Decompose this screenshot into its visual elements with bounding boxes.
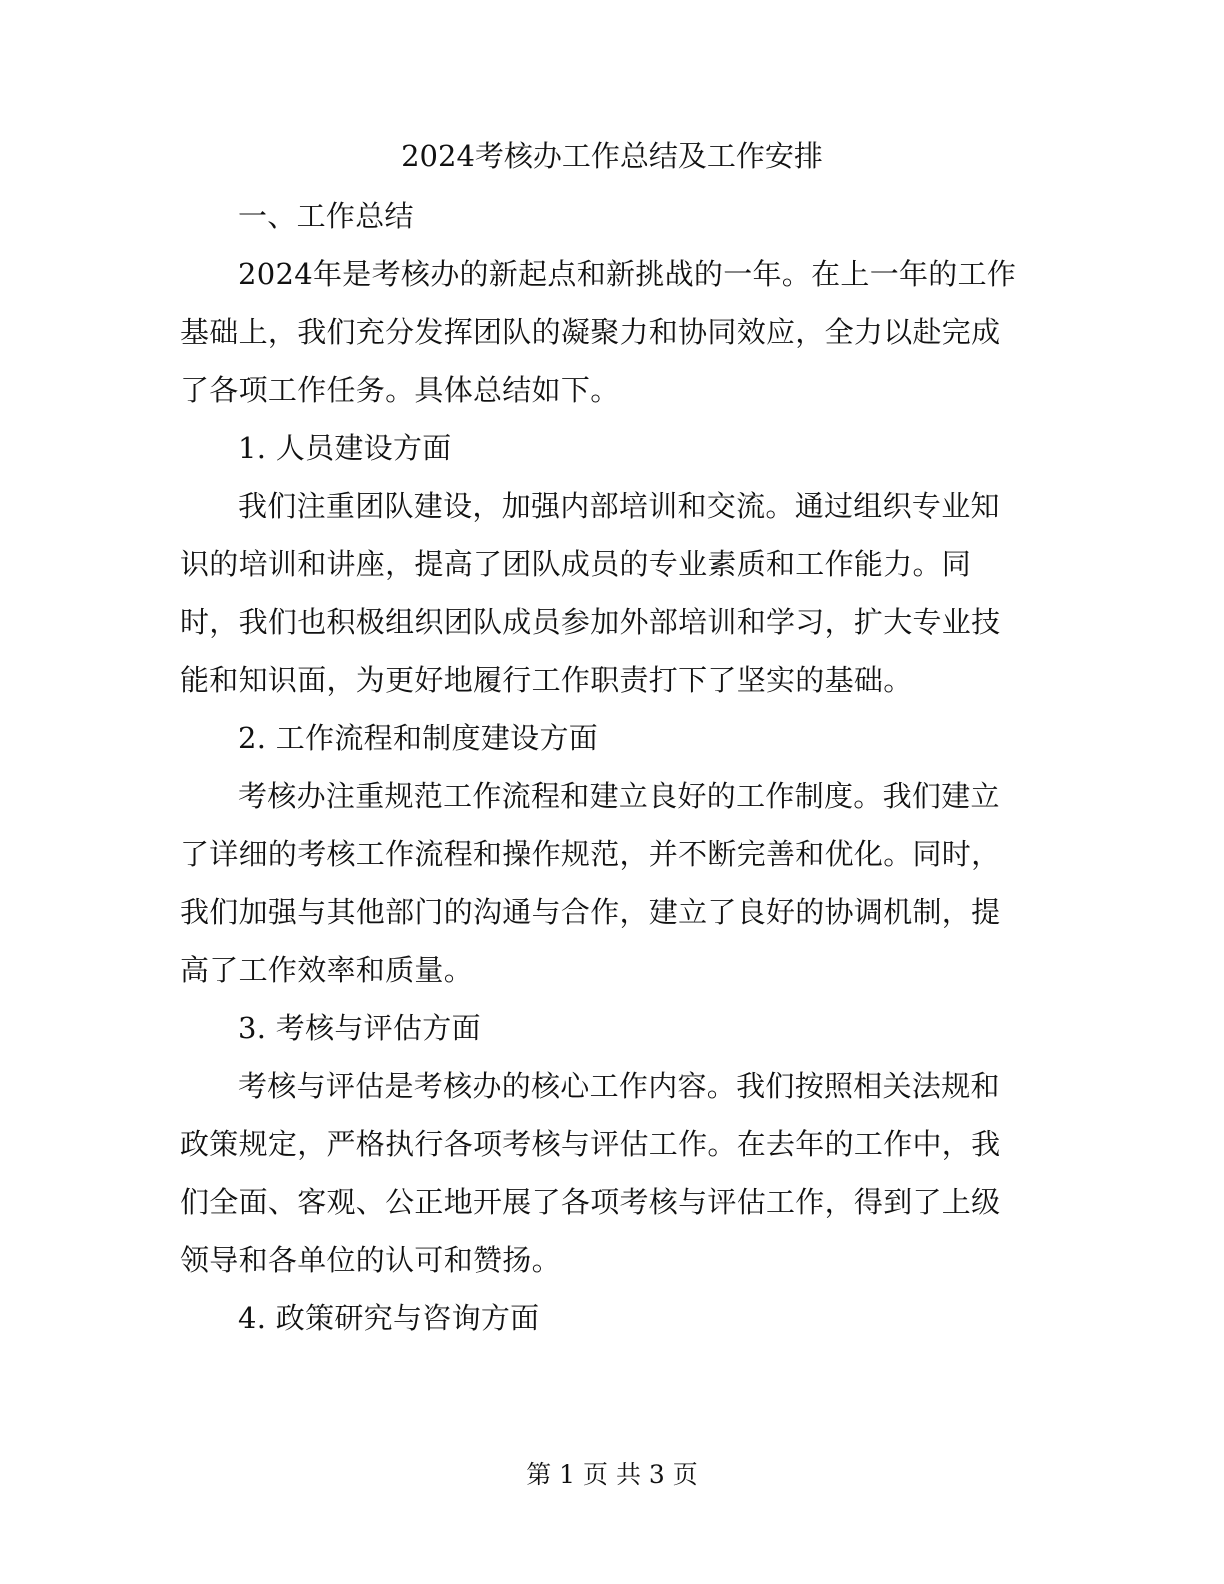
item-1-line: 时，我们也积极组织团队成员参加外部培训和学习，扩大专业技 [180,605,1001,639]
intro-line: 基础上，我们充分发挥团队的凝聚力和协同效应，全力以赴完成 [180,315,1001,349]
item-2-line: 了详细的考核工作流程和操作规范，并不断完善和优化。同时， [180,837,1001,871]
item-3-line: 政策规定，严格执行各项考核与评估工作。在去年的工作中，我 [180,1127,1001,1161]
item-heading-1: 1. 人员建设方面 [238,431,452,465]
item-3-line: 领导和各单位的认可和赞扬。 [180,1243,561,1277]
item-2-line: 我们加强与其他部门的沟通与合作，建立了良好的协调机制，提 [180,895,1001,929]
page-number: 第 1 页 共 3 页 [526,1460,698,1489]
section-heading: 一、工作总结 [238,199,414,233]
item-1-line: 能和知识面，为更好地履行工作职责打下了坚实的基础。 [180,663,913,697]
intro-line: 了各项工作任务。具体总结如下。 [180,373,620,407]
item-heading-4: 4. 政策研究与咨询方面 [238,1301,540,1335]
item-3-line: 们全面、客观、公正地开展了各项考核与评估工作，得到了上级 [180,1185,1001,1219]
item-1-line: 识的培训和讲座，提高了团队成员的专业素质和工作能力。同 [180,547,972,581]
item-heading-3: 3. 考核与评估方面 [238,1011,481,1045]
item-1-line: 我们注重团队建设，加强内部培训和交流。通过组织专业知 [238,489,1000,523]
intro-line: 2024年是考核办的新起点和新挑战的一年。在上一年的工作 [238,257,1017,291]
item-3-line: 考核与评估是考核办的核心工作内容。我们按照相关法规和 [238,1069,1000,1103]
item-2-line: 高了工作效率和质量。 [180,953,474,987]
document-title: 2024考核办工作总结及工作安排 [401,139,823,173]
item-2-line: 考核办注重规范工作流程和建立良好的工作制度。我们建立 [238,779,1000,813]
item-heading-2: 2. 工作流程和制度建设方面 [238,721,599,755]
